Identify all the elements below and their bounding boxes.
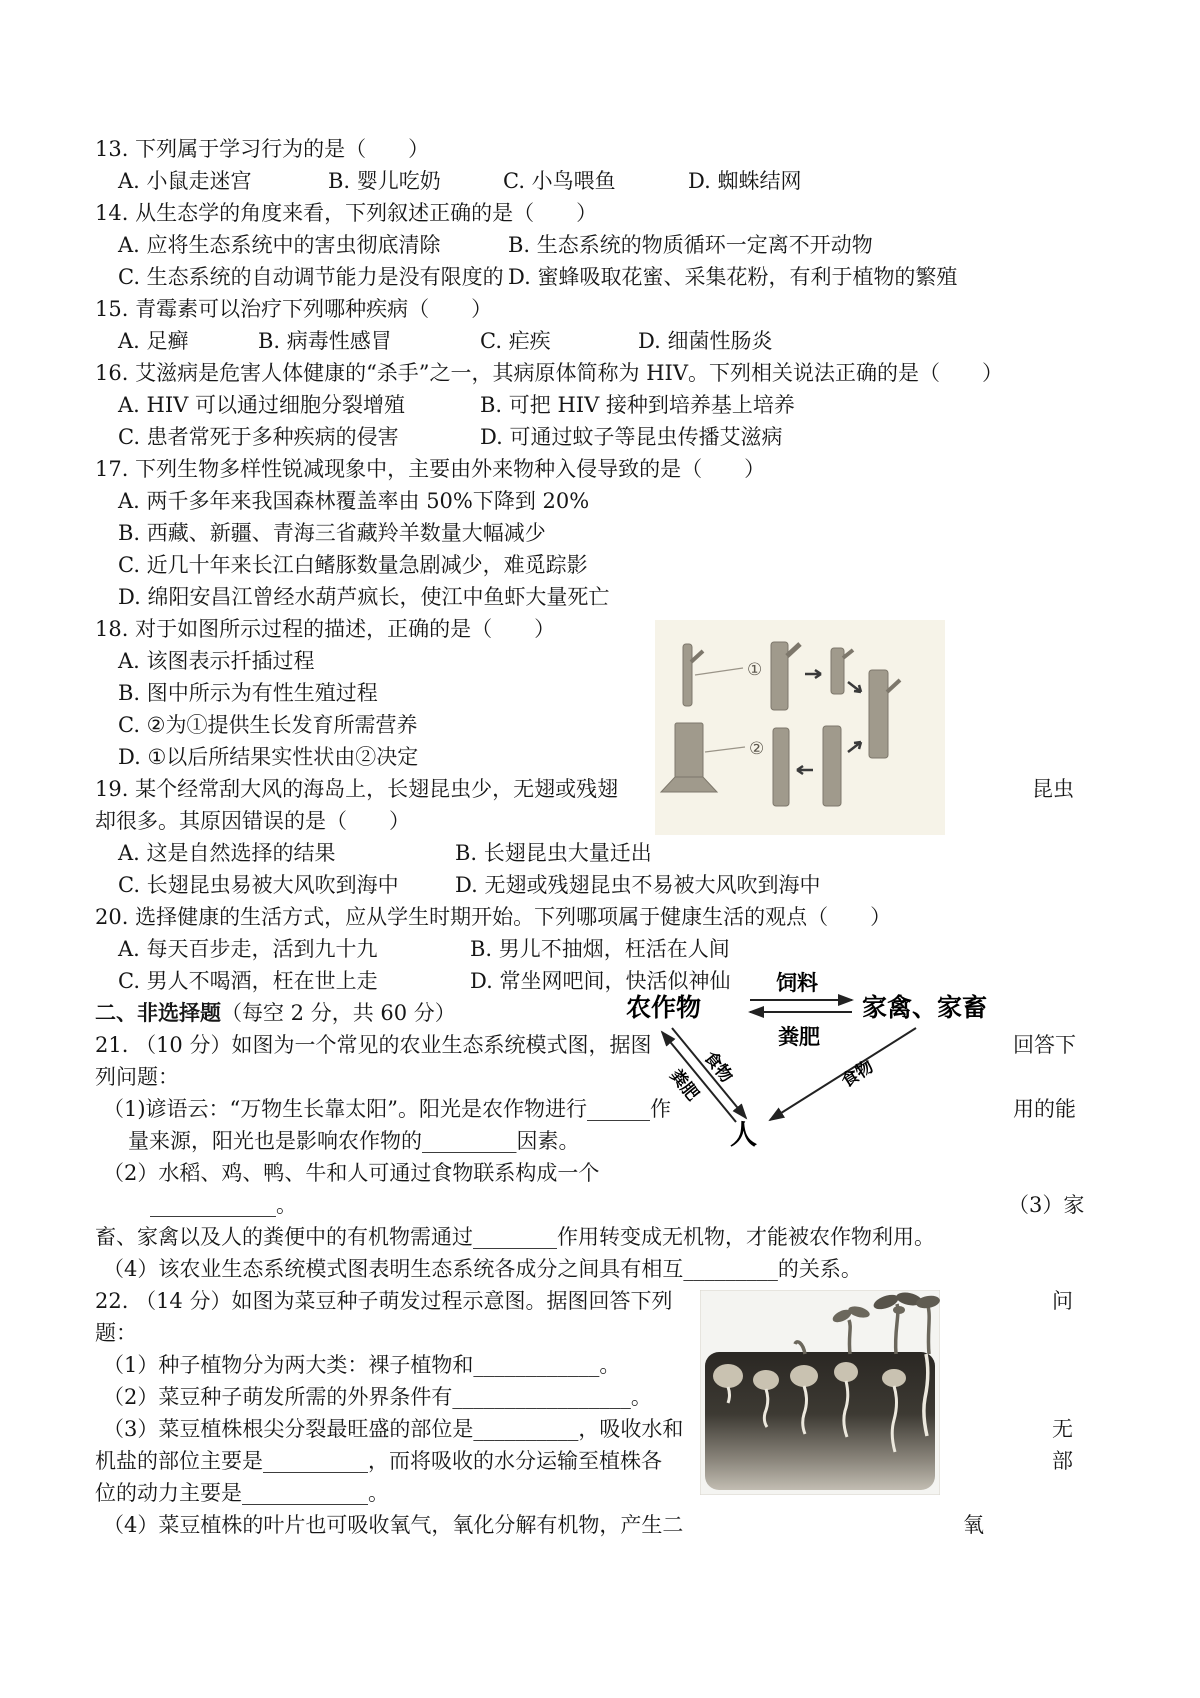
- q15-options-row: [95, 325, 1113, 357]
- food-left-label: 食物: [699, 1047, 737, 1087]
- q15-option-c: C. 疟疾: [480, 329, 551, 353]
- q21-line2: 列问题：: [95, 1065, 179, 1089]
- q22-part3-line2: 机盐的部位主要是__________，而将吸收的水分运输至植株各: [95, 1449, 662, 1473]
- q17-stem: 17. 下列生物多样性锐减现象中，主要由外来物种入侵导致的是（ ）: [95, 457, 766, 481]
- q13-option-a: A. 小鼠走迷宫: [118, 169, 252, 193]
- human-label: 人: [730, 1120, 757, 1151]
- q14-options-row-cd: [95, 261, 1113, 293]
- q15-option-a: A. 足癣: [118, 329, 189, 353]
- q16-option-b: B. 可把 HIV 接种到培养基上培养: [480, 393, 795, 417]
- q13-options-row: [95, 165, 1113, 197]
- q22-line2: 题：: [95, 1321, 137, 1345]
- exam-text-column: [95, 133, 1113, 1541]
- q21-part2-line1: （2）水稻、鸡、鸭、牛和人可通过食物联系构成一个: [103, 1161, 600, 1185]
- ecosystem-diagram: [618, 952, 1018, 1152]
- q16-options-row-ab: [95, 389, 1113, 421]
- q21-part1-line2: 量来源，阳光也是影响农作物的_________因素。: [128, 1129, 580, 1153]
- q21-wrap-fragment-1: 回答下: [1013, 1033, 1076, 1057]
- q19-stem-line2: 却很多。其原因错误的是（ ）: [95, 809, 410, 833]
- q21-part2-blank: ____________。: [150, 1193, 297, 1217]
- callout-2-label: ②: [749, 739, 765, 759]
- q15-stem: 15. 青霉素可以治疗下列哪种疾病（ ）: [95, 297, 493, 321]
- q22-wrap-fragment-4: 氧: [963, 1513, 984, 1537]
- q20-stem: 20. 选择健康的生活方式，应从学生时期开始。下列哪项属于健康生活的观点（ ）: [95, 905, 892, 929]
- q19-wrap-fragment: 昆虫: [1032, 777, 1074, 801]
- q22-part3-line3: 位的动力主要是____________。: [95, 1481, 389, 1505]
- q22-part4-line: （4）菜豆植株的叶片也可吸收氧气，氧化分解有机物，产生二: [103, 1513, 684, 1537]
- crops-label: 农作物: [626, 993, 702, 1022]
- q16-option-a: A. HIV 可以通过细胞分裂增殖: [118, 393, 405, 417]
- q19-options-row-cd: [95, 869, 1113, 901]
- q16-option-c: C. 患者常死于多种疾病的侵害: [118, 425, 399, 449]
- q19-option-b: B. 长翅昆虫大量迁出: [455, 841, 652, 865]
- q21-part3-line2: 畜、家禽以及人的粪便中的有机物需通过________作用转变成无机物，才能被农作物利用。: [95, 1225, 935, 1249]
- q16-options-row-cd: [95, 421, 1113, 453]
- q20-option-c: C. 男人不喝酒，枉在世上走: [118, 969, 378, 993]
- q18-option-a: A. 该图表示扦插过程: [118, 649, 315, 673]
- q19-option-d: D. 无翅或残翅昆虫不易被大风吹到海中: [455, 873, 821, 897]
- q13-option-d: D. 蜘蛛结网: [688, 169, 802, 193]
- q21-wrap-fragment-2: 用的能: [1013, 1097, 1076, 1121]
- grafting-figure: [655, 620, 945, 835]
- q19-option-c: C. 长翅昆虫易被大风吹到海中: [118, 873, 399, 897]
- callout-1-label: ①: [747, 660, 763, 680]
- q14-option-a: A. 应将生态系统中的害虫彻底清除: [118, 233, 441, 257]
- q14-options-row-ab: [95, 229, 1113, 261]
- livestock-label: 家禽、家畜: [862, 993, 988, 1022]
- section2-title: 二、非选择题: [95, 1000, 221, 1025]
- q17-option-b: B. 西藏、新疆、青海三省藏羚羊数量大幅减少: [118, 521, 546, 545]
- q18-option-d: D. ①以后所结果实性状由②决定: [118, 745, 419, 769]
- q18-stem: 18. 对于如图所示过程的描述，正确的是（ ）: [95, 617, 556, 641]
- q15-option-b: B. 病毒性感冒: [258, 329, 392, 353]
- q21-part4-line: （4）该农业生态系统模式图表明生态系统各成分之间具有相互_________的关系。: [103, 1257, 862, 1281]
- q22-wrap-fragment-1: 问: [1052, 1289, 1073, 1313]
- q18-option-b: B. 图中所示为有性生殖过程: [118, 681, 378, 705]
- food-right-label: 食物: [837, 1056, 878, 1093]
- q20-option-d: D. 常坐网吧间，快活似神仙: [470, 969, 731, 993]
- q13-stem: 13. 下列属于学习行为的是（ ）: [95, 137, 430, 161]
- q21-part1-line1: （1)谚语云：“万物生长靠太阳”。阳光是农作物进行______作: [103, 1097, 672, 1121]
- manure-left-label: 粪肥: [665, 1065, 703, 1105]
- q21-wrap-fragment-3: （3）家: [1008, 1193, 1085, 1217]
- q17-option-d: D. 绵阳安昌江曾经水葫芦疯长，使江中鱼虾大量死亡: [118, 585, 610, 609]
- q22-part3-line1: （3）菜豆植株根尖分裂最旺盛的部位是__________，吸收水和: [103, 1417, 684, 1441]
- q14-stem: 14. 从生态学的角度来看，下列叙述正确的是（ ）: [95, 201, 598, 225]
- q19-options-row-ab: [95, 837, 1113, 869]
- q19-option-a: A. 这是自然选择的结果: [118, 841, 336, 865]
- q20-option-a: A. 每天百步走，活到九十九: [118, 937, 378, 961]
- q22-line1: 22. （14 分）如图为菜豆种子萌发过程示意图。据图回答下列: [95, 1289, 673, 1313]
- q22-part1-line: （1）种子植物分为两大类：裸子植物和____________。: [103, 1353, 621, 1377]
- q13-option-c: C. 小鸟喂鱼: [503, 169, 616, 193]
- q14-option-d: D. 蜜蜂吸取花蜜、采集花粉，有利于植物的繁殖: [508, 265, 958, 289]
- q21-line1: 21. （10 分）如图为一个常见的农业生态系统模式图，据图: [95, 1033, 652, 1057]
- q22-wrap-fragment-2: 无: [1052, 1417, 1073, 1441]
- q19-stem-line1: 19. 某个经常刮大风的海岛上，长翅昆虫少，无翅或残翅: [95, 777, 619, 801]
- q14-option-c: C. 生态系统的自动调节能力是没有限度的: [118, 265, 504, 289]
- q14-option-b: B. 生态系统的物质循环一定离不开动物: [508, 233, 873, 257]
- q16-stem: 16. 艾滋病是危害人体健康的“杀手”之一，其病原体简称为 HIV。下列相关说法正确的是（ ）: [95, 361, 1003, 385]
- section2-note: （每空 2 分，共 60 分）: [221, 1001, 456, 1025]
- q20-option-b: B. 男儿不抽烟，枉活在人间: [470, 937, 730, 961]
- q15-option-d: D. 细菌性肠炎: [638, 329, 773, 353]
- feed-label: 饲料: [776, 970, 818, 995]
- q18-option-c: C. ②为①提供生长发育所需营养: [118, 713, 418, 737]
- q22-wrap-fragment-3: 部: [1052, 1449, 1073, 1473]
- q16-option-d: D. 可通过蚊子等昆虫传播艾滋病: [480, 425, 783, 449]
- q22-part2-line: （2）菜豆种子萌发所需的外界条件有_________________。: [103, 1385, 652, 1409]
- q17-option-c: C. 近几十年来长江白鳍豚数量急剧减少，难觅踪影: [118, 553, 588, 577]
- seed-germination-photo: [700, 1290, 940, 1495]
- q13-option-b: B. 婴儿吃奶: [328, 169, 441, 193]
- q17-option-a: A. 两千多年来我国森林覆盖率由 50%下降到 20%: [118, 489, 590, 513]
- manure-label: 粪肥: [778, 1024, 820, 1049]
